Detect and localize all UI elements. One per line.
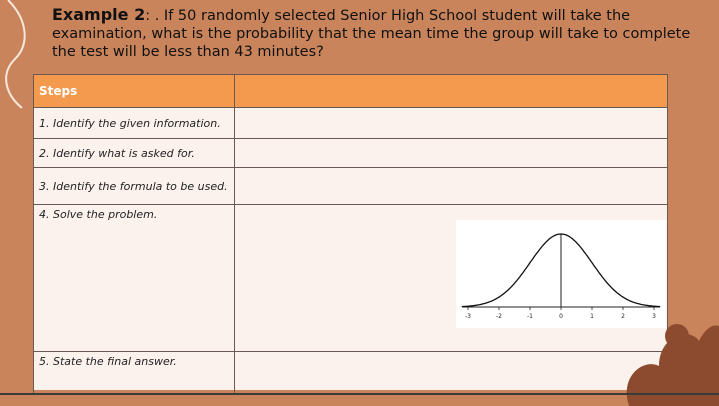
- step-3-label: 3. Identify the formula to be used.: [34, 168, 235, 205]
- curve-tick-label: -1: [527, 313, 533, 320]
- curve-tick-label: 1: [590, 313, 594, 320]
- curve-tick-label: -2: [496, 313, 502, 320]
- curve-tick-label: 2: [621, 313, 625, 320]
- answer-column-header: [235, 75, 668, 108]
- example-heading: [52, 6, 692, 61]
- example-label: Example 2: [52, 5, 146, 24]
- decorative-blob: [559, 296, 719, 406]
- steps-column-header: Steps: [34, 75, 235, 108]
- step-2-answer-cell: [235, 139, 668, 168]
- step-1-label: 1. Identify the given information.: [34, 108, 235, 139]
- step-4-label: 4. Solve the problem.: [34, 205, 235, 352]
- example-question: : . If 50 randomly selected Senior High School student will take the examination, what is the probability that the mean time the group will take to complete the test will be less than 43 minutes?: [52, 8, 691, 60]
- step-3-answer-cell: [235, 168, 668, 205]
- curve-tick-label: 3: [652, 313, 656, 320]
- curve-tick-label: 0: [559, 313, 563, 320]
- step-2-label: 2. Identify what is asked for.: [34, 139, 235, 168]
- step-5-label: 5. State the final answer.: [34, 352, 235, 395]
- step-1-answer-cell: [235, 108, 668, 139]
- bottom-divider: [0, 393, 719, 395]
- curve-tick-label: -3: [465, 313, 471, 320]
